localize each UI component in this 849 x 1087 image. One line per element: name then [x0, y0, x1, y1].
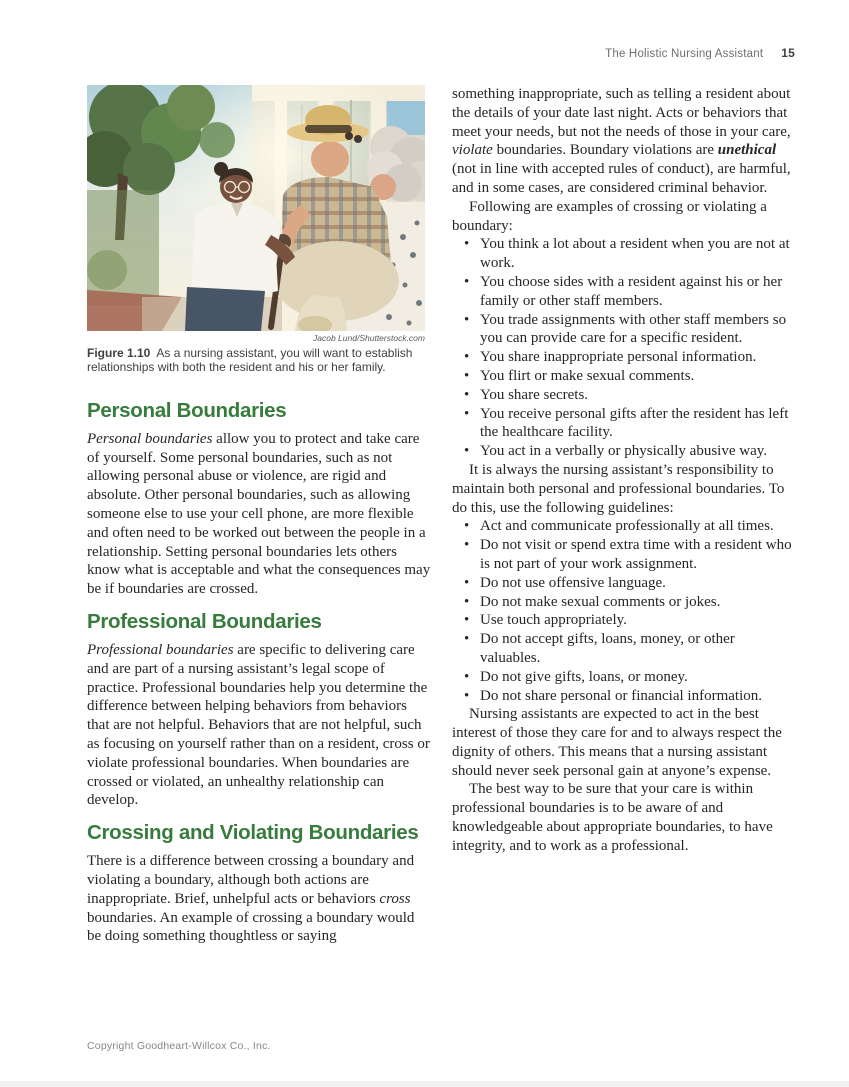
section-personal-boundaries: [87, 400, 432, 599]
copyright-text: Copyright Goodheart-Willcox Co., Inc.: [87, 1040, 271, 1052]
right-column: [452, 85, 798, 856]
section-professional-boundaries: [87, 611, 432, 810]
list-item: • You share secrets.: [452, 386, 798, 405]
section-crossing-violating-boundaries: [87, 822, 432, 946]
figure-credit: Jacob Lund/Shutterstock.com: [313, 333, 425, 343]
list-item: • You flirt or make sexual comments.: [452, 367, 798, 386]
paragraph-examples-intro: Following are examples of crossing or violating a boundary:: [452, 198, 767, 234]
examples-list: [452, 235, 798, 461]
figure-caption-label: Figure 1.10: [87, 346, 151, 360]
left-column: [87, 85, 432, 946]
figure-photo-illustration: [87, 85, 425, 331]
figure-caption: [87, 346, 425, 375]
section-heading: Crossing and Violating Boundaries: [87, 821, 419, 845]
page-number: 15: [781, 46, 795, 60]
list-item: • Do not make sexual comments or jokes.: [452, 593, 798, 612]
list-item: • You think a lot about a resident when you are not at work.: [452, 235, 798, 273]
list-item: • You choose sides with a resident against his or her family or other staff members.: [452, 273, 798, 311]
list-item: • You trade assignments with other staff members so you can provide care for a specific resident.: [452, 311, 798, 349]
running-head: [605, 46, 795, 60]
section-heading: Personal Boundaries: [87, 398, 287, 422]
list-item: • Do not use offensive language.: [452, 574, 798, 593]
list-item: • Do not share personal or financial information.: [452, 687, 798, 706]
figure-photo: [87, 85, 425, 331]
list-item: • Act and communicate professionally at all times.: [452, 517, 798, 536]
section-paragraph: Professional boundaries are specific to delivering care and are part of a nursing assistant’s legal scope of practice. Professional boundaries help you determine the difference between helping behaviors from behaviors that are not helpful. Behaviors that are not helpful, such as focusing on yourself rather than on a resident, cross or violate professional boundaries. When boundaries are crossed or violated, an unhealthy relationship can develop.: [87, 641, 430, 809]
section-paragraph: There is a difference between crossing a boundary and violating a boundary, although both actions are inappropriate. Brief, unhelpful acts or behaviors cross boundaries. An example of crossing a boundary would be doing something thoughtless or saying: [87, 853, 415, 945]
list-item: • You receive personal gifts after the resident has left the healthcare facility.: [452, 405, 798, 443]
list-item: • Do not accept gifts, loans, money, or other valuables.: [452, 630, 798, 668]
list-item: • You act in a verbally or physically abusive way.: [452, 442, 798, 461]
list-item: • Do not give gifts, loans, or money.: [452, 668, 798, 687]
page-footer: [87, 1040, 271, 1052]
paragraph-best-interest: Nursing assistants are expected to act in the best interest of those they care for and to always respect the dignity of others. This means that a nursing assistant should never seek personal gain at anyone’s expense.: [452, 706, 782, 779]
guidelines-list: [452, 517, 798, 705]
list-item: • You share inappropriate personal information.: [452, 348, 798, 367]
page-bottom-edge: [0, 1081, 849, 1087]
section-heading: Professional Boundaries: [87, 609, 322, 633]
paragraph-boundary-violations: something inappropriate, such as telling a resident about the details of your date last night. Acts or behaviors that meet your needs, but not the needs of those in your care, violate boundaries. Boundary violations are unethical (not in line with accepted rules of conduct), are harmful, and in some cases, are considered criminal behavior.: [452, 86, 791, 196]
book-title: The Holistic Nursing Assistant: [605, 48, 764, 60]
paragraph-best-way: The best way to be sure that your care is within professional boundaries is to be aware of and knowledgeable about appropriate boundaries, to have integrity, and to work as a professional.: [452, 781, 773, 854]
section-paragraph: Personal boundaries allow you to protect and take care of yourself. Some personal boundaries, such as not allowing personal abuse or violence, are rigid and absolute. Other personal boundaries, such as allowing someone else to use your cell phone, are more flexible and often need to be worked out between the people in a relationship. Setting personal boundaries lets others know what is acceptable and what the consequences may be if boundaries are crossed.: [87, 430, 431, 598]
list-item: • Use touch appropriately.: [452, 611, 798, 630]
figure-caption-text: As a nursing assistant, you will want to establish relationships with both the resident and his or her family.: [87, 346, 413, 375]
list-item: • Do not visit or spend extra time with a resident who is not part of your work assignment.: [452, 536, 798, 574]
paragraph-responsibility: It is always the nursing assistant’s responsibility to maintain both personal and professional boundaries. To do this, use the following guidelines:: [452, 461, 785, 516]
